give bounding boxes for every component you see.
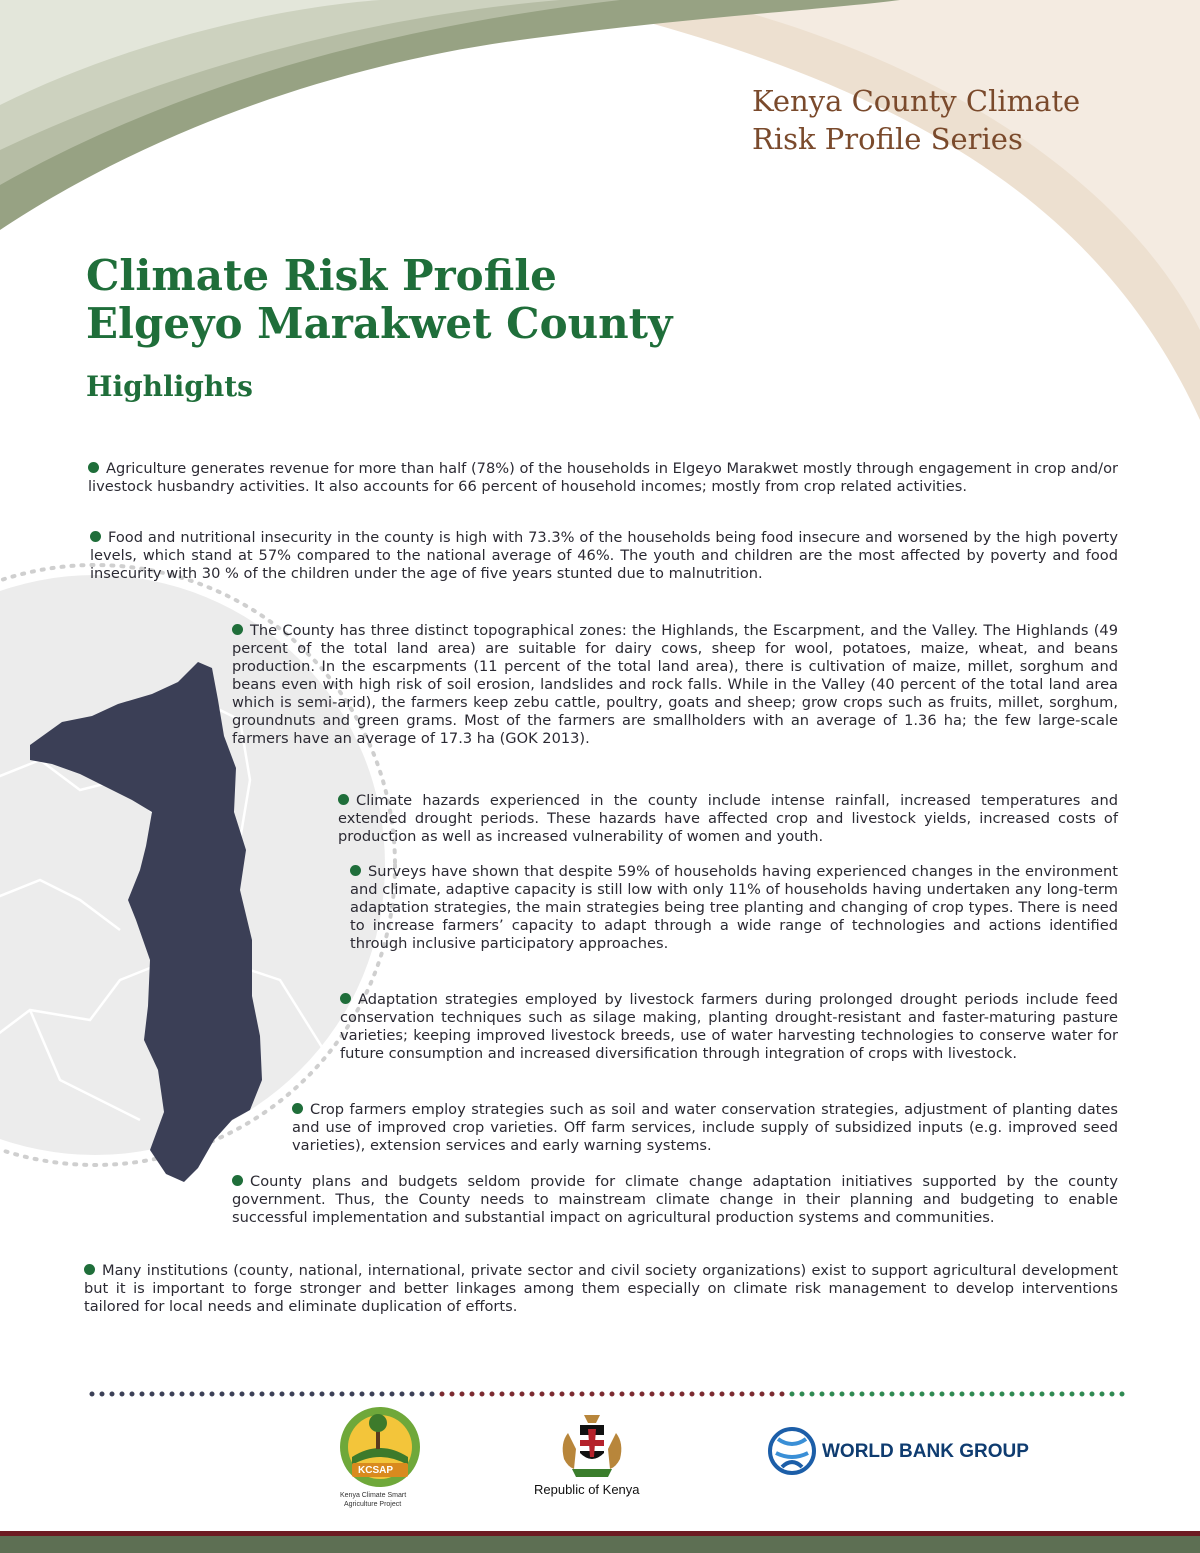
highlight-item — [292, 1101, 1118, 1155]
footer-bar-inner — [0, 1536, 1200, 1553]
bullet-icon — [232, 1175, 243, 1186]
kenya-coat-of-arms — [554, 1413, 630, 1481]
series-line-2: Risk Profile Series — [752, 122, 1023, 156]
highlight-text: Climate hazards experienced in the county include intense rainfall, increased temperatures and extended drought periods. These hazards have affected crop and livestock yields, increased costs of production as well as increased vulnerability of women and youth. — [338, 792, 1118, 845]
bullet-icon — [90, 531, 101, 542]
dotted-divider — [88, 1390, 1128, 1398]
title-line-1: Climate Risk Profile — [86, 251, 557, 300]
kcsap-caption-line-2: Agriculture Project — [344, 1501, 402, 1508]
series-label — [752, 82, 1080, 158]
highlight-text: Surveys have shown that despite 59% of households having experienced changes in the environment and climate, adaptive capacity is still low with only 11% of households having undertaken any long-term adaptation strategies, the main strategies being tree planting and changing of crop types. There is need to increase farmers’ capacity to adapt through a wide range of technologies and actions identified through inclusive participatory approaches. — [350, 863, 1118, 952]
kcsap-badge-label: KCSAP — [358, 1465, 394, 1476]
bullet-icon — [84, 1264, 95, 1275]
bullet-icon — [292, 1103, 303, 1114]
highlight-text: Many institutions (county, national, international, private sector and civil society organizations) exist to support agricultural development but it is important to forge stronger and better linkages among them especially on climate risk management to develop interventions tailored for local needs and eliminate duplication of efforts. — [84, 1262, 1118, 1315]
world-bank-globe-icon — [768, 1427, 816, 1475]
bullet-icon — [350, 865, 361, 876]
highlight-item — [88, 460, 1118, 496]
bullet-icon — [338, 794, 349, 805]
series-line-1: Kenya County Climate — [752, 84, 1081, 118]
kenya-caption: Republic of Kenya — [534, 1482, 640, 1497]
partner-logos — [0, 1405, 1200, 1525]
highlight-item — [340, 991, 1118, 1063]
highlight-text: Agriculture generates revenue for more than half (78%) of the households in Elgeyo Marakwet mostly through engagement in crop and/or livestock husbandry activities. It also accounts for 66 percent of household incomes; mostly from crop related activities. — [88, 460, 1118, 495]
highlight-item — [350, 863, 1118, 953]
highlight-item — [232, 622, 1118, 748]
kcsap-caption-line-1: Kenya Climate Smart — [340, 1492, 407, 1499]
highlight-text: County plans and budgets seldom provide for climate change adaptation initiatives supported by the county government. Thus, the County needs to mainstream climate change in their planning and budgeting to enable successful implementation and substantial impact on agricultural production systems and communities. — [232, 1173, 1118, 1226]
bullet-icon — [88, 462, 99, 473]
highlight-item — [84, 1262, 1118, 1316]
highlights-heading: Highlights — [86, 370, 253, 403]
highlight-item — [232, 1173, 1118, 1227]
highlight-item — [338, 792, 1118, 846]
highlight-text: Food and nutritional insecurity in the county is high with 73.3% of the households being food insecure and worsened by the high poverty levels, which stand at 57% compared to the national average of 46%. The youth and children are the most affected by poverty and food insecurity with 30 % of the children under the age of five years stunted due to malnutrition. — [90, 529, 1118, 582]
bullet-icon — [340, 993, 351, 1004]
page-title — [86, 252, 672, 348]
bullet-icon — [232, 624, 243, 635]
highlight-text: The County has three distinct topographical zones: the Highlands, the Escarpment, and the Valley. The Highlands (49 percent of the total land area) are suitable for dairy cows, sheep for wool, potatoes, maize, wheat, and beans production. In the escarpments (11 percent of the total land area), there is cultivation of maize, millet, sorghum and beans even with high risk of soil erosion, landslides and rock falls. While in the Valley (40 percent of the total land area which is semi-arid), the farmers keep zebu cattle, poultry, goats and sheep; grow crops such as fruits, millet, sorghum, groundnuts and green grams. Most of the farmers are smallholders with an average of 1.36 ha; the few large-scale farmers have an average of 17.3 ha (GOK 2013). — [232, 622, 1118, 747]
highlight-item — [90, 529, 1118, 583]
world-bank-label: WORLD BANK GROUP — [822, 1441, 1029, 1462]
highlight-text: Adaptation strategies employed by livestock farmers during prolonged drought periods include feed conservation techniques such as silage making, planting drought-resistant and faster-maturing pasture varieties; keeping improved livestock breeds, use of water harvesting technologies to conserve water for future consumption and increased diversification through integration of crops with livestock. — [340, 991, 1118, 1062]
title-line-2: Elgeyo Marakwet County — [86, 299, 673, 348]
kcsap-logo — [338, 1405, 422, 1489]
highlight-text: Crop farmers employ strategies such as soil and water conservation strategies, adjustment of planting dates and use of improved crop varieties. Off farm services, include supply of subsidized inputs (e.g. improved seed varieties), extension services and early warning systems. — [292, 1101, 1118, 1154]
